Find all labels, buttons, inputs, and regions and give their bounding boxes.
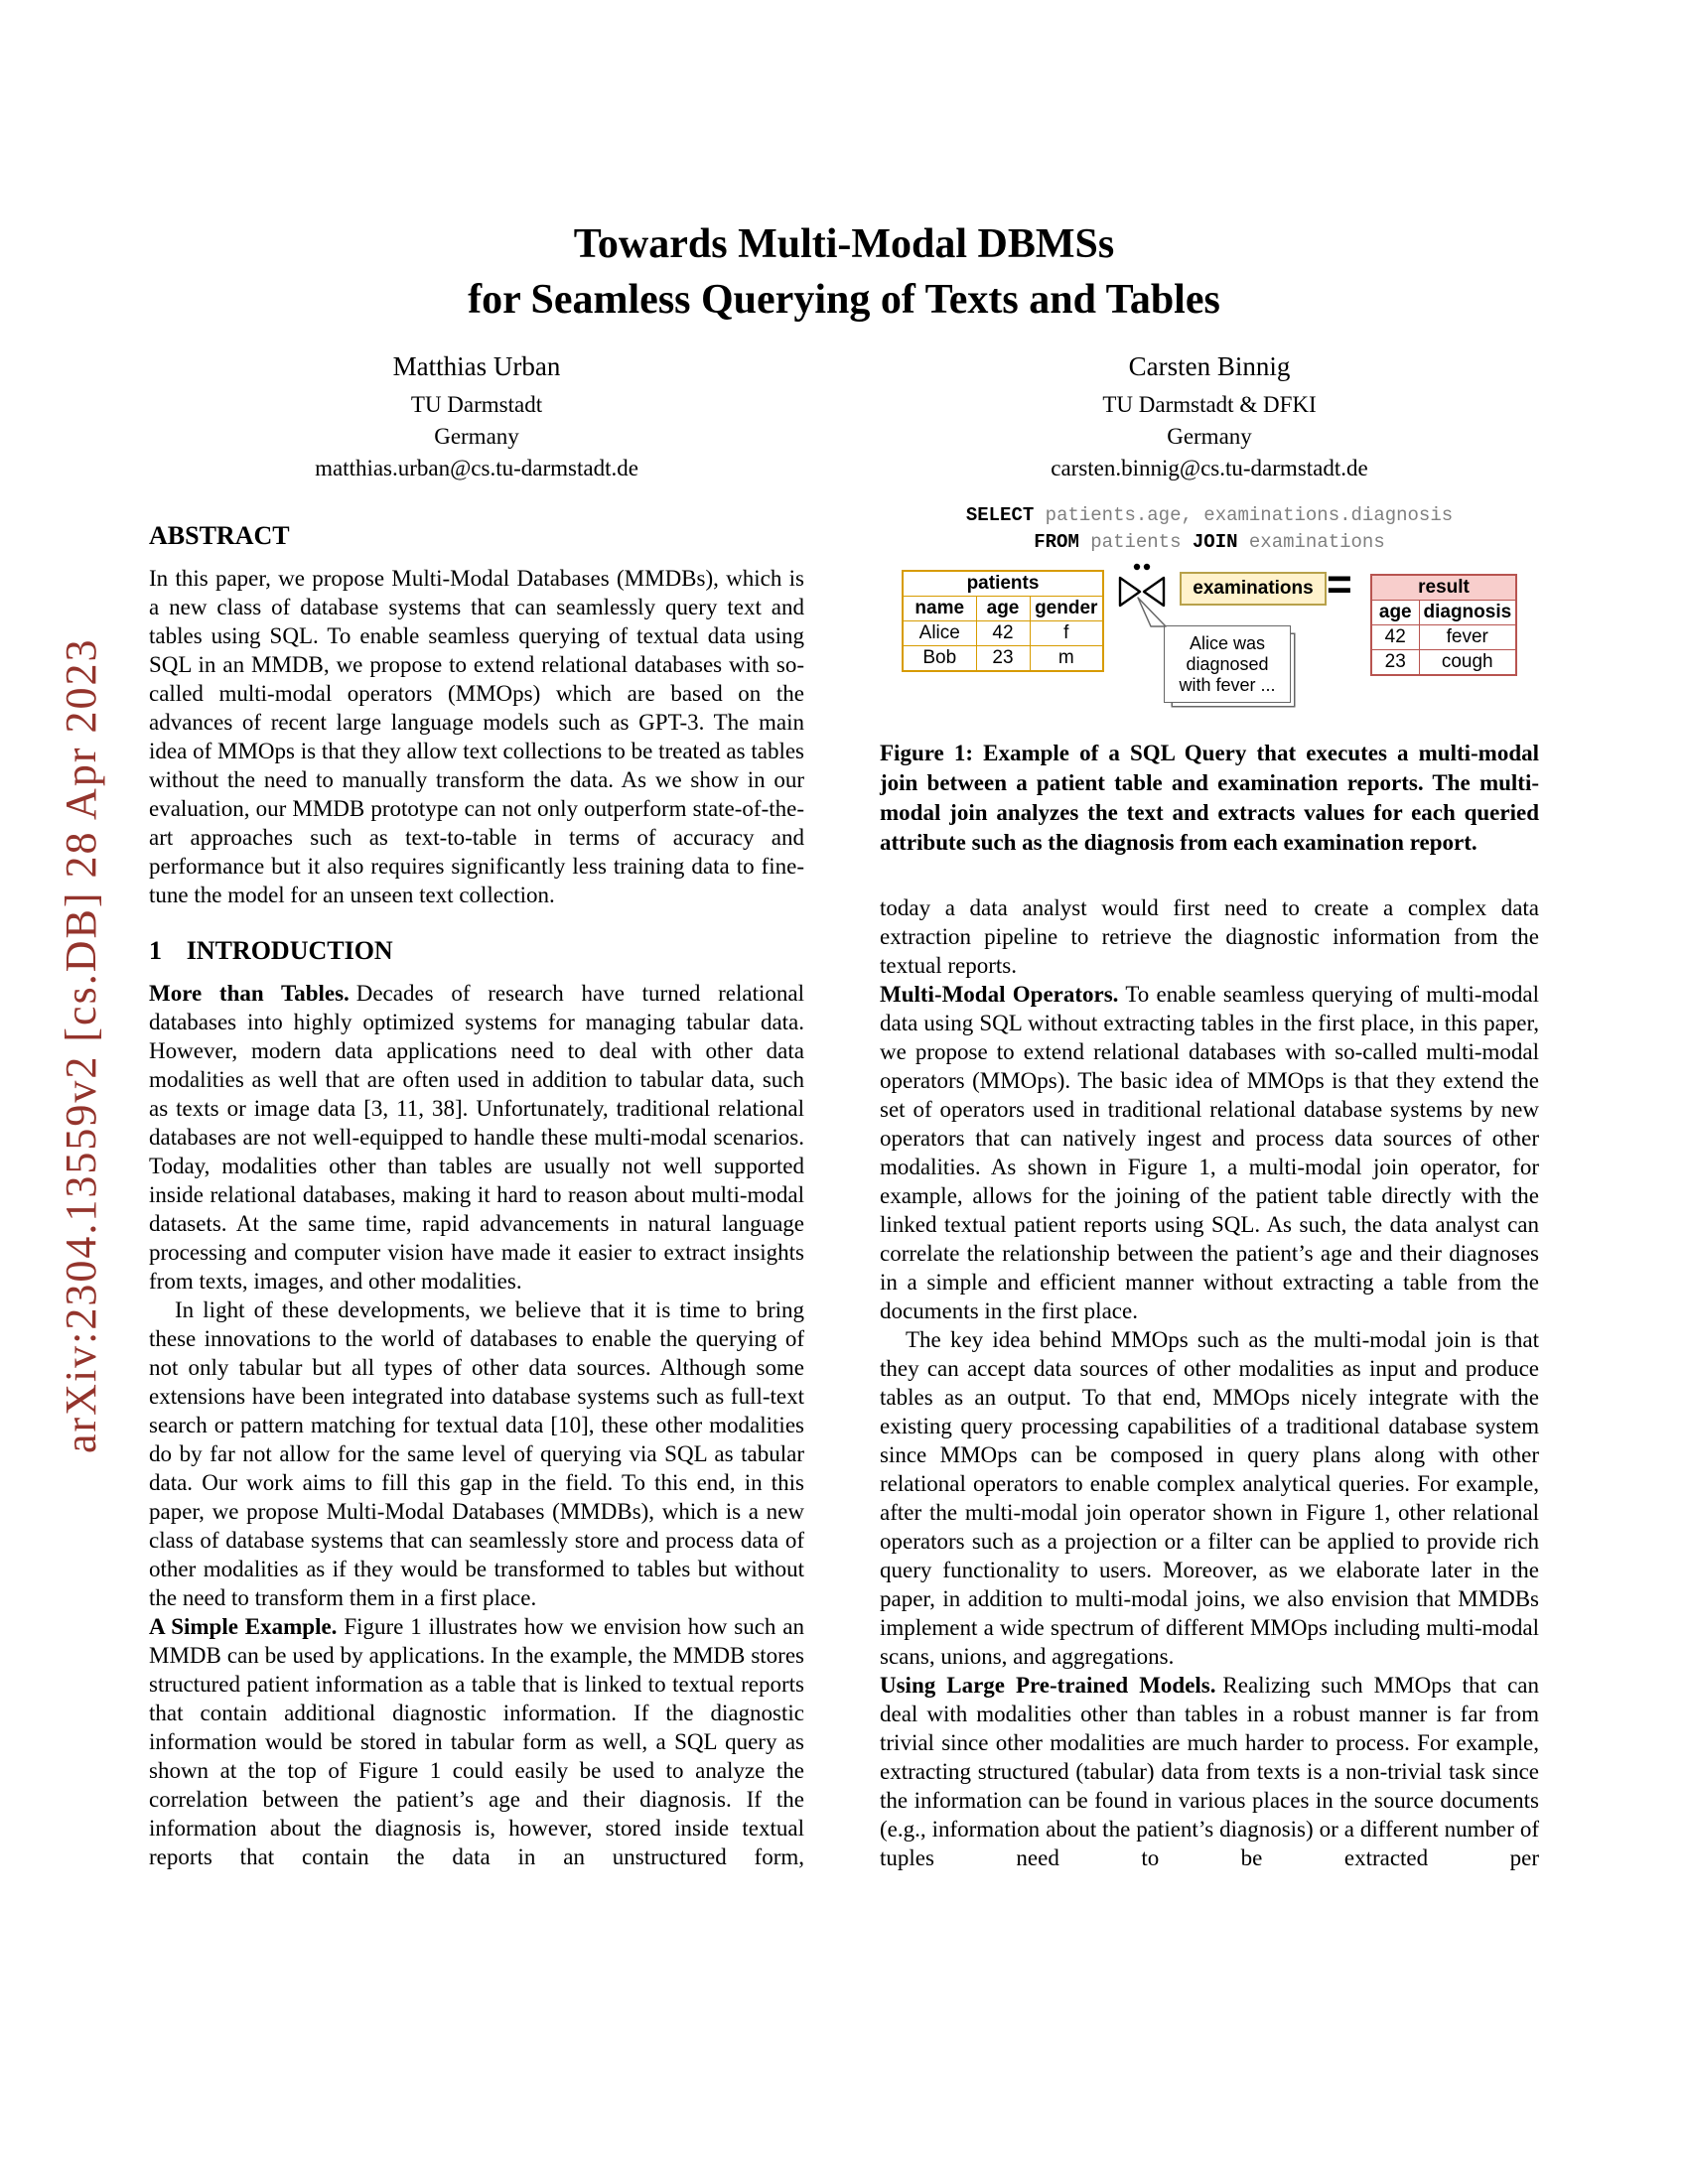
author-country: Germany (1167, 424, 1252, 449)
paragraph-lead: Using Large Pre-trained Models. (880, 1673, 1216, 1698)
author-affiliation: TU Darmstadt & DFKI (1102, 392, 1317, 417)
paper-title (0, 216, 1688, 328)
arxiv-stamp: arXiv:2304.13559v2 [cs.DB] 28 Apr 2023 (57, 637, 105, 1453)
body-paragraph-pretrained (880, 1671, 1539, 1872)
paper-title-line-1: Towards Multi-Modal DBMSs (573, 221, 1115, 267)
equals-sign: = (1327, 560, 1352, 609)
author-name: Carsten Binnig (1128, 351, 1291, 381)
paper-title-line-2: for Seamless Querying of Texts and Tables (468, 277, 1220, 323)
patients-table-title: patients (903, 571, 1103, 597)
sql-keyword-from: FROM (1034, 531, 1079, 553)
patients-table (902, 570, 1104, 672)
paragraph-lead: A Simple Example. (149, 1614, 338, 1639)
examination-report-card: Alice was diagnosed with fever ... (1164, 625, 1291, 703)
section-number: 1 (149, 936, 162, 965)
author-email: carsten.binnig@cs.tu-darmstadt.de (1051, 456, 1368, 480)
sql-from-table: patients (1078, 531, 1193, 553)
right-column (880, 893, 1539, 1872)
table-cell: 42 (976, 621, 1030, 646)
section-title: INTRODUCTION (186, 936, 393, 965)
table-cell: 42 (1371, 625, 1419, 650)
intro-paragraph-1 (149, 979, 804, 1296)
figure-1-diagram (880, 502, 1539, 737)
table-header: name (903, 597, 976, 621)
abstract-paragraph: In this paper, we propose Multi-Modal Databases (MMDBs), which is a new class of database systems that can seamlessly query text and tables using SQL. To enable seamless querying of textual data using SQL in an MMDB, we propose to extend relational databases with so-called multi-modal operators (MMOps) which are based on the advances of recent large language models such as GPT-3. The main idea of MMOps is that they allow text collections to be treated as tables without the need to manually transform the data. As we show in our evaluation, our MMDB prototype can not only outperform state-of-the-art approaches such as text-to-table in terms of accuracy and performance but it also requires significantly less training data to fine-tune the model for an unseen text collection. (149, 566, 804, 907)
author-name: Matthias Urban (392, 351, 561, 381)
sql-select-args: patients.age, examinations.diagnosis (1034, 504, 1454, 526)
body-paragraph-keyidea: The key idea behind MMOps such as the multi-modal join is that they can accept data sources of other modalities as input and produce tables as an output. To that end, MMOps nicely integrate with the existing query processing capabilities of a traditional database system since MMOps can be composed in query plans along with other relational operators to enable complex analytical queries. For example, after the multi-modal join operator shown in Figure 1, other relational operators such as a projection or a filter can be applied to provide rich query functionality to users. Moreover, as we elaborate later in the paper, in addition to multi-modal joins, we also envision that MMDBs implement a wide spectrum of different MMOps including multi-modal scans, unions, and aggregations. (880, 1327, 1539, 1669)
intro-paragraph-3 (149, 1612, 804, 1871)
left-column (149, 520, 804, 1871)
caption-text: Example of a SQL Query that executes a multi-modal join between a patient table and examination reports. The multi-modal join analyzes the text and extracts values for each queried attribute such as the diagnosis from each examination report. (880, 741, 1540, 855)
report-callout-tail-icon (1132, 594, 1172, 631)
author-email: matthias.urban@cs.tu-darmstadt.de (315, 456, 638, 480)
author-affiliation: TU Darmstadt (410, 392, 543, 417)
table-cell: Alice (903, 621, 976, 646)
examinations-label: examinations (1180, 572, 1327, 606)
table-cell: 23 (976, 646, 1030, 672)
sql-query-line-1 (880, 502, 1539, 529)
result-table-title: result (1371, 575, 1516, 601)
figure-1-caption (880, 739, 1539, 858)
body-paragraph-mmops (880, 980, 1539, 1325)
sql-keyword-join: JOIN (1192, 531, 1238, 553)
table-cell: m (1030, 646, 1103, 672)
sql-join-table: examinations (1237, 531, 1385, 553)
paragraph-text: Decades of research have turned relational databases into highly optimized systems for managing tabular data. However, modern data applications need to deal with other data modalities as well that are often used in addition to tabular data, such as texts or image data [3, 11, 38]. Unfortunately, traditional relational databases are not well-equipped to handle these multi-modal scenarios. Today, modalities other than tables are usually not well supported inside relational databases, making it hard to reason about multi-modal datasets. At the same time, rapid advancements in natural language processing and computer vision have made it easier to extract insights from texts, images, and other modalities. (149, 981, 804, 1294)
paragraph-lead: Multi-Modal Operators. (880, 982, 1119, 1007)
introduction-heading (149, 935, 804, 967)
author-country: Germany (434, 424, 519, 449)
table-header: age (1371, 601, 1419, 625)
sql-query-line-2 (880, 529, 1539, 556)
result-table (1370, 574, 1517, 676)
table-header: gender (1030, 597, 1103, 621)
sql-keyword-select: SELECT (965, 504, 1035, 526)
paragraph-text: Realizing such MMOps that can deal with modalities other than tables in a robust manner is far from trivial since other modalities are much harder to process. For example, extracting structured (tabular) data from texts is a non-trivial task since the information can be found in various places in the source documents (e.g., information about the patient’s diagnosis) or a different number of tuples need to be extracted per (880, 1673, 1539, 1870)
table-cell: fever (1419, 625, 1516, 650)
paragraph-text: To enable seamless querying of multi-modal data using SQL without extracting tables in the first place, in this paper, we propose to extend relational databases with so-called multi-modal operators (MMOps). The basic idea of MMOps is that they extend the set of operators used in traditional relational database systems by new operators that can natively ingest and process data sources of other modalities. As shown in Figure 1, a multi-modal join operator, for example, allows for the joining of the patient table directly with the linked textual patient reports using SQL. As such, the data analyst can correlate the relationship between the patient’s age and their diagnoses in a simple and efficient manner without extracting a table from the documents in the first place. (880, 982, 1540, 1323)
table-cell: cough (1419, 650, 1516, 676)
table-cell: Bob (903, 646, 976, 672)
table-header: age (976, 597, 1030, 621)
body-paragraph-continued: today a data analyst would first need to create a complex data extraction pipeline to retrieve the diagnostic information from the textual reports. (880, 895, 1539, 978)
table-header: diagnosis (1419, 601, 1516, 625)
table-cell: 23 (1371, 650, 1419, 676)
paragraph-text: Figure 1 illustrates how we envision how such an MMDB can be used by applications. In the example, the MMDB stores structured patient information as a table that is linked to textual reports that contain additional diagnostic information. If the diagnostic information would be stored in tabular form as well, a SQL query as shown at the top of Figure 1 could easily be used to analyze the correlation between the patient’s age and their diagnosis. If the information about the diagnosis is, however, stored inside textual reports that contain the data in an unstructured form, (149, 1614, 805, 1869)
caption-label: Figure 1: (880, 741, 973, 765)
abstract-heading: ABSTRACT (149, 521, 290, 550)
author-block-1 (149, 349, 804, 484)
table-cell: f (1030, 621, 1103, 646)
intro-paragraph-2: In light of these developments, we believe that it is time to bring these innovations to the world of databases to enable the querying of not only tabular but all types of other data sources. Although some extensions have been integrated into database systems such as full-text search or pattern matching for textual data [10], these other modalities do by far not allow for the same level of querying via SQL as tabular data. Our work aims to fill this gap in the field. To this end, in this paper, we propose Multi-Modal Databases (MMDBs), which is a new class of database systems that can seamlessly store and process data of other modalities as if they would be transformed to tables but without the need to transform them in a first place. (149, 1297, 804, 1610)
author-block-2 (880, 349, 1539, 484)
paragraph-lead: More than Tables. (149, 981, 350, 1006)
